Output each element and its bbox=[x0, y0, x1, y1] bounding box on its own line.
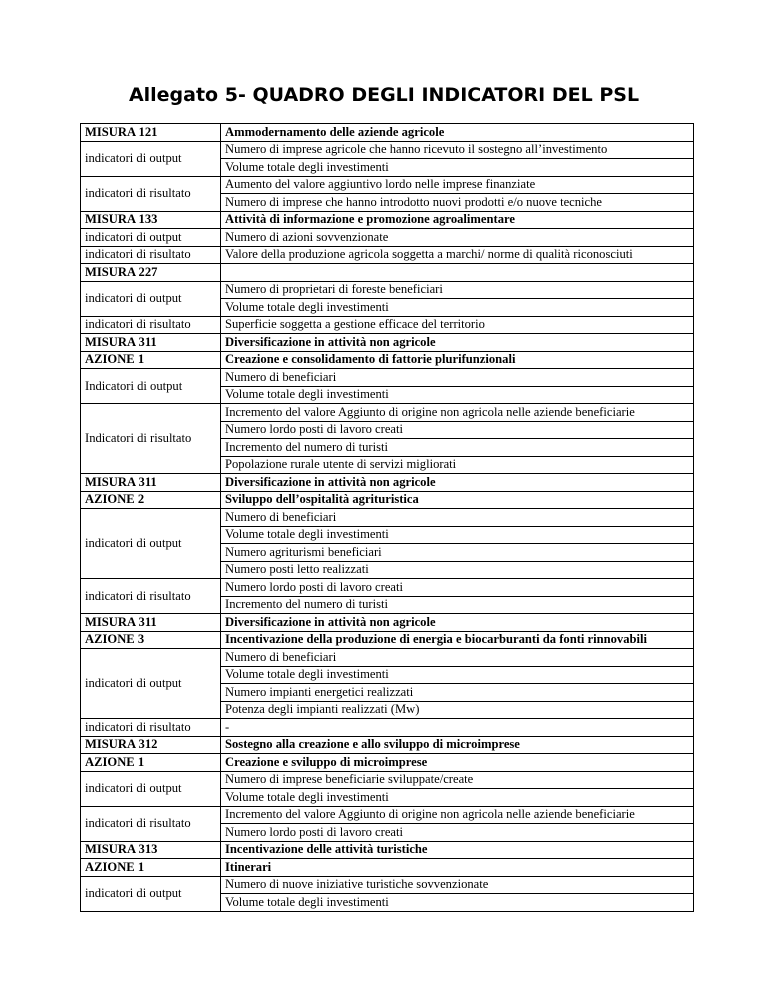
table-row bbox=[81, 141, 694, 159]
measure-label-cell: MISURA 121 bbox=[81, 124, 221, 142]
indicator-cell: Numero di proprietari di foreste beneficiari bbox=[221, 281, 694, 299]
indicator-type-cell: indicatori di risultato bbox=[81, 176, 221, 211]
measure-title-cell: Diversificazione in attività non agricole bbox=[221, 474, 694, 492]
indicator-type-cell: indicatori di output bbox=[81, 229, 221, 247]
indicator-type-cell: indicatori di risultato bbox=[81, 579, 221, 614]
indicator-type-cell: indicatori di output bbox=[81, 281, 221, 316]
table-row bbox=[81, 719, 694, 737]
table-row bbox=[81, 124, 694, 142]
table-row bbox=[81, 491, 694, 509]
table-row bbox=[81, 176, 694, 194]
indicator-cell: - bbox=[221, 719, 694, 737]
indicator-cell: Numero di nuove iniziative turistiche sovvenzionate bbox=[221, 876, 694, 894]
indicator-cell: Numero di beneficiari bbox=[221, 649, 694, 667]
measure-title-cell: Attività di informazione e promozione agroalimentare bbox=[221, 211, 694, 229]
indicator-type-cell: Indicatori di output bbox=[81, 369, 221, 404]
indicator-type-cell: indicatori di output bbox=[81, 141, 221, 176]
measure-title-cell: Incentivazione delle attività turistiche bbox=[221, 841, 694, 859]
indicator-type-cell: Indicatori di risultato bbox=[81, 404, 221, 474]
indicator-type-cell: indicatori di risultato bbox=[81, 806, 221, 841]
table-row bbox=[81, 316, 694, 334]
indicator-cell: Numero lordo posti di lavoro creati bbox=[221, 824, 694, 842]
indicator-cell: Volume totale degli investimenti bbox=[221, 789, 694, 807]
measure-label-cell: AZIONE 2 bbox=[81, 491, 221, 509]
measure-label-cell: MISURA 312 bbox=[81, 736, 221, 754]
table-row bbox=[81, 876, 694, 894]
table-row bbox=[81, 229, 694, 247]
indicator-cell: Numero posti letto realizzati bbox=[221, 561, 694, 579]
indicator-type-cell: indicatori di output bbox=[81, 771, 221, 806]
measure-label-cell: AZIONE 3 bbox=[81, 631, 221, 649]
table-row bbox=[81, 281, 694, 299]
measure-title-cell: Diversificazione in attività non agricole bbox=[221, 614, 694, 632]
table-row bbox=[81, 579, 694, 597]
table-row bbox=[81, 369, 694, 387]
indicator-cell: Potenza degli impianti realizzati (Mw) bbox=[221, 701, 694, 719]
table-row bbox=[81, 334, 694, 352]
indicator-type-cell: indicatori di risultato bbox=[81, 246, 221, 264]
table-row bbox=[81, 404, 694, 422]
indicator-type-cell: indicatori di output bbox=[81, 509, 221, 579]
measure-label-cell: MISURA 311 bbox=[81, 614, 221, 632]
table-row bbox=[81, 351, 694, 369]
measure-title-cell: Incentivazione della produzione di energia e biocarburanti da fonti rinnovabili bbox=[221, 631, 694, 649]
table-row bbox=[81, 246, 694, 264]
table-row bbox=[81, 841, 694, 859]
table-row bbox=[81, 771, 694, 789]
measure-label-cell: MISURA 311 bbox=[81, 334, 221, 352]
table-row bbox=[81, 264, 694, 282]
table-row bbox=[81, 631, 694, 649]
table-row bbox=[81, 211, 694, 229]
indicator-cell: Incremento del numero di turisti bbox=[221, 439, 694, 457]
indicator-type-cell: indicatori di risultato bbox=[81, 316, 221, 334]
indicator-cell: Numero di imprese agricole che hanno ricevuto il sostegno all’investimento bbox=[221, 141, 694, 159]
indicator-cell: Incremento del valore Aggiunto di origine non agricola nelle aziende beneficiarie bbox=[221, 404, 694, 422]
measure-label-cell: MISURA 311 bbox=[81, 474, 221, 492]
indicator-cell: Numero di imprese che hanno introdotto nuovi prodotti e/o nuove tecniche bbox=[221, 194, 694, 212]
measure-label-cell: MISURA 227 bbox=[81, 264, 221, 282]
indicator-cell: Aumento del valore aggiuntivo lordo nelle imprese finanziate bbox=[221, 176, 694, 194]
measure-label-cell: MISURA 133 bbox=[81, 211, 221, 229]
measure-label-cell: AZIONE 1 bbox=[81, 351, 221, 369]
table-row bbox=[81, 474, 694, 492]
indicators-table bbox=[80, 123, 694, 912]
measure-label-cell: MISURA 313 bbox=[81, 841, 221, 859]
measure-label-cell: AZIONE 1 bbox=[81, 754, 221, 772]
table-row bbox=[81, 754, 694, 772]
indicator-cell: Numero impianti energetici realizzati bbox=[221, 684, 694, 702]
table-row bbox=[81, 649, 694, 667]
indicator-cell: Volume totale degli investimenti bbox=[221, 299, 694, 317]
indicator-type-cell: indicatori di output bbox=[81, 649, 221, 719]
table-row bbox=[81, 859, 694, 877]
indicator-cell: Numero di beneficiari bbox=[221, 509, 694, 527]
indicator-cell: Numero di beneficiari bbox=[221, 369, 694, 387]
table-row bbox=[81, 736, 694, 754]
indicator-cell: Numero lordo posti di lavoro creati bbox=[221, 579, 694, 597]
measure-title-cell: Creazione e sviluppo di microimprese bbox=[221, 754, 694, 772]
indicator-cell: Volume totale degli investimenti bbox=[221, 894, 694, 912]
measure-title-cell: Diversificazione in attività non agricole bbox=[221, 334, 694, 352]
indicator-cell: Incremento del numero di turisti bbox=[221, 596, 694, 614]
indicator-cell: Volume totale degli investimenti bbox=[221, 159, 694, 177]
indicator-cell: Superficie soggetta a gestione efficace del territorio bbox=[221, 316, 694, 334]
indicators-table-body bbox=[81, 124, 694, 912]
measure-title-cell: Ammodernamento delle aziende agricole bbox=[221, 124, 694, 142]
indicator-cell: Volume totale degli investimenti bbox=[221, 666, 694, 684]
indicator-cell: Numero lordo posti di lavoro creati bbox=[221, 421, 694, 439]
table-row bbox=[81, 614, 694, 632]
indicator-cell: Popolazione rurale utente di servizi migliorati bbox=[221, 456, 694, 474]
indicator-cell: Volume totale degli investimenti bbox=[221, 386, 694, 404]
indicator-cell: Numero agriturismi beneficiari bbox=[221, 544, 694, 562]
indicator-type-cell: indicatori di output bbox=[81, 876, 221, 911]
indicator-cell: Incremento del valore Aggiunto di origine non agricola nelle aziende beneficiarie bbox=[221, 806, 694, 824]
indicator-cell: Numero di azioni sovvenzionate bbox=[221, 229, 694, 247]
measure-title-cell: Sviluppo dell’ospitalità agrituristica bbox=[221, 491, 694, 509]
measure-title-cell: Itinerari bbox=[221, 859, 694, 877]
measure-title-cell: Sostegno alla creazione e allo sviluppo di microimprese bbox=[221, 736, 694, 754]
page-title: Allegato 5- QUADRO DEGLI INDICATORI DEL PSL bbox=[128, 84, 640, 106]
indicator-cell bbox=[221, 264, 694, 282]
indicator-cell: Volume totale degli investimenti bbox=[221, 526, 694, 544]
indicator-cell: Numero di imprese beneficiarie sviluppate/create bbox=[221, 771, 694, 789]
indicator-type-cell: indicatori di risultato bbox=[81, 719, 221, 737]
table-row bbox=[81, 509, 694, 527]
table-row bbox=[81, 806, 694, 824]
measure-title-cell: Creazione e consolidamento di fattorie plurifunzionali bbox=[221, 351, 694, 369]
indicator-cell: Valore della produzione agricola soggetta a marchi/ norme di qualità riconosciuti bbox=[221, 246, 694, 264]
measure-label-cell: AZIONE 1 bbox=[81, 859, 221, 877]
